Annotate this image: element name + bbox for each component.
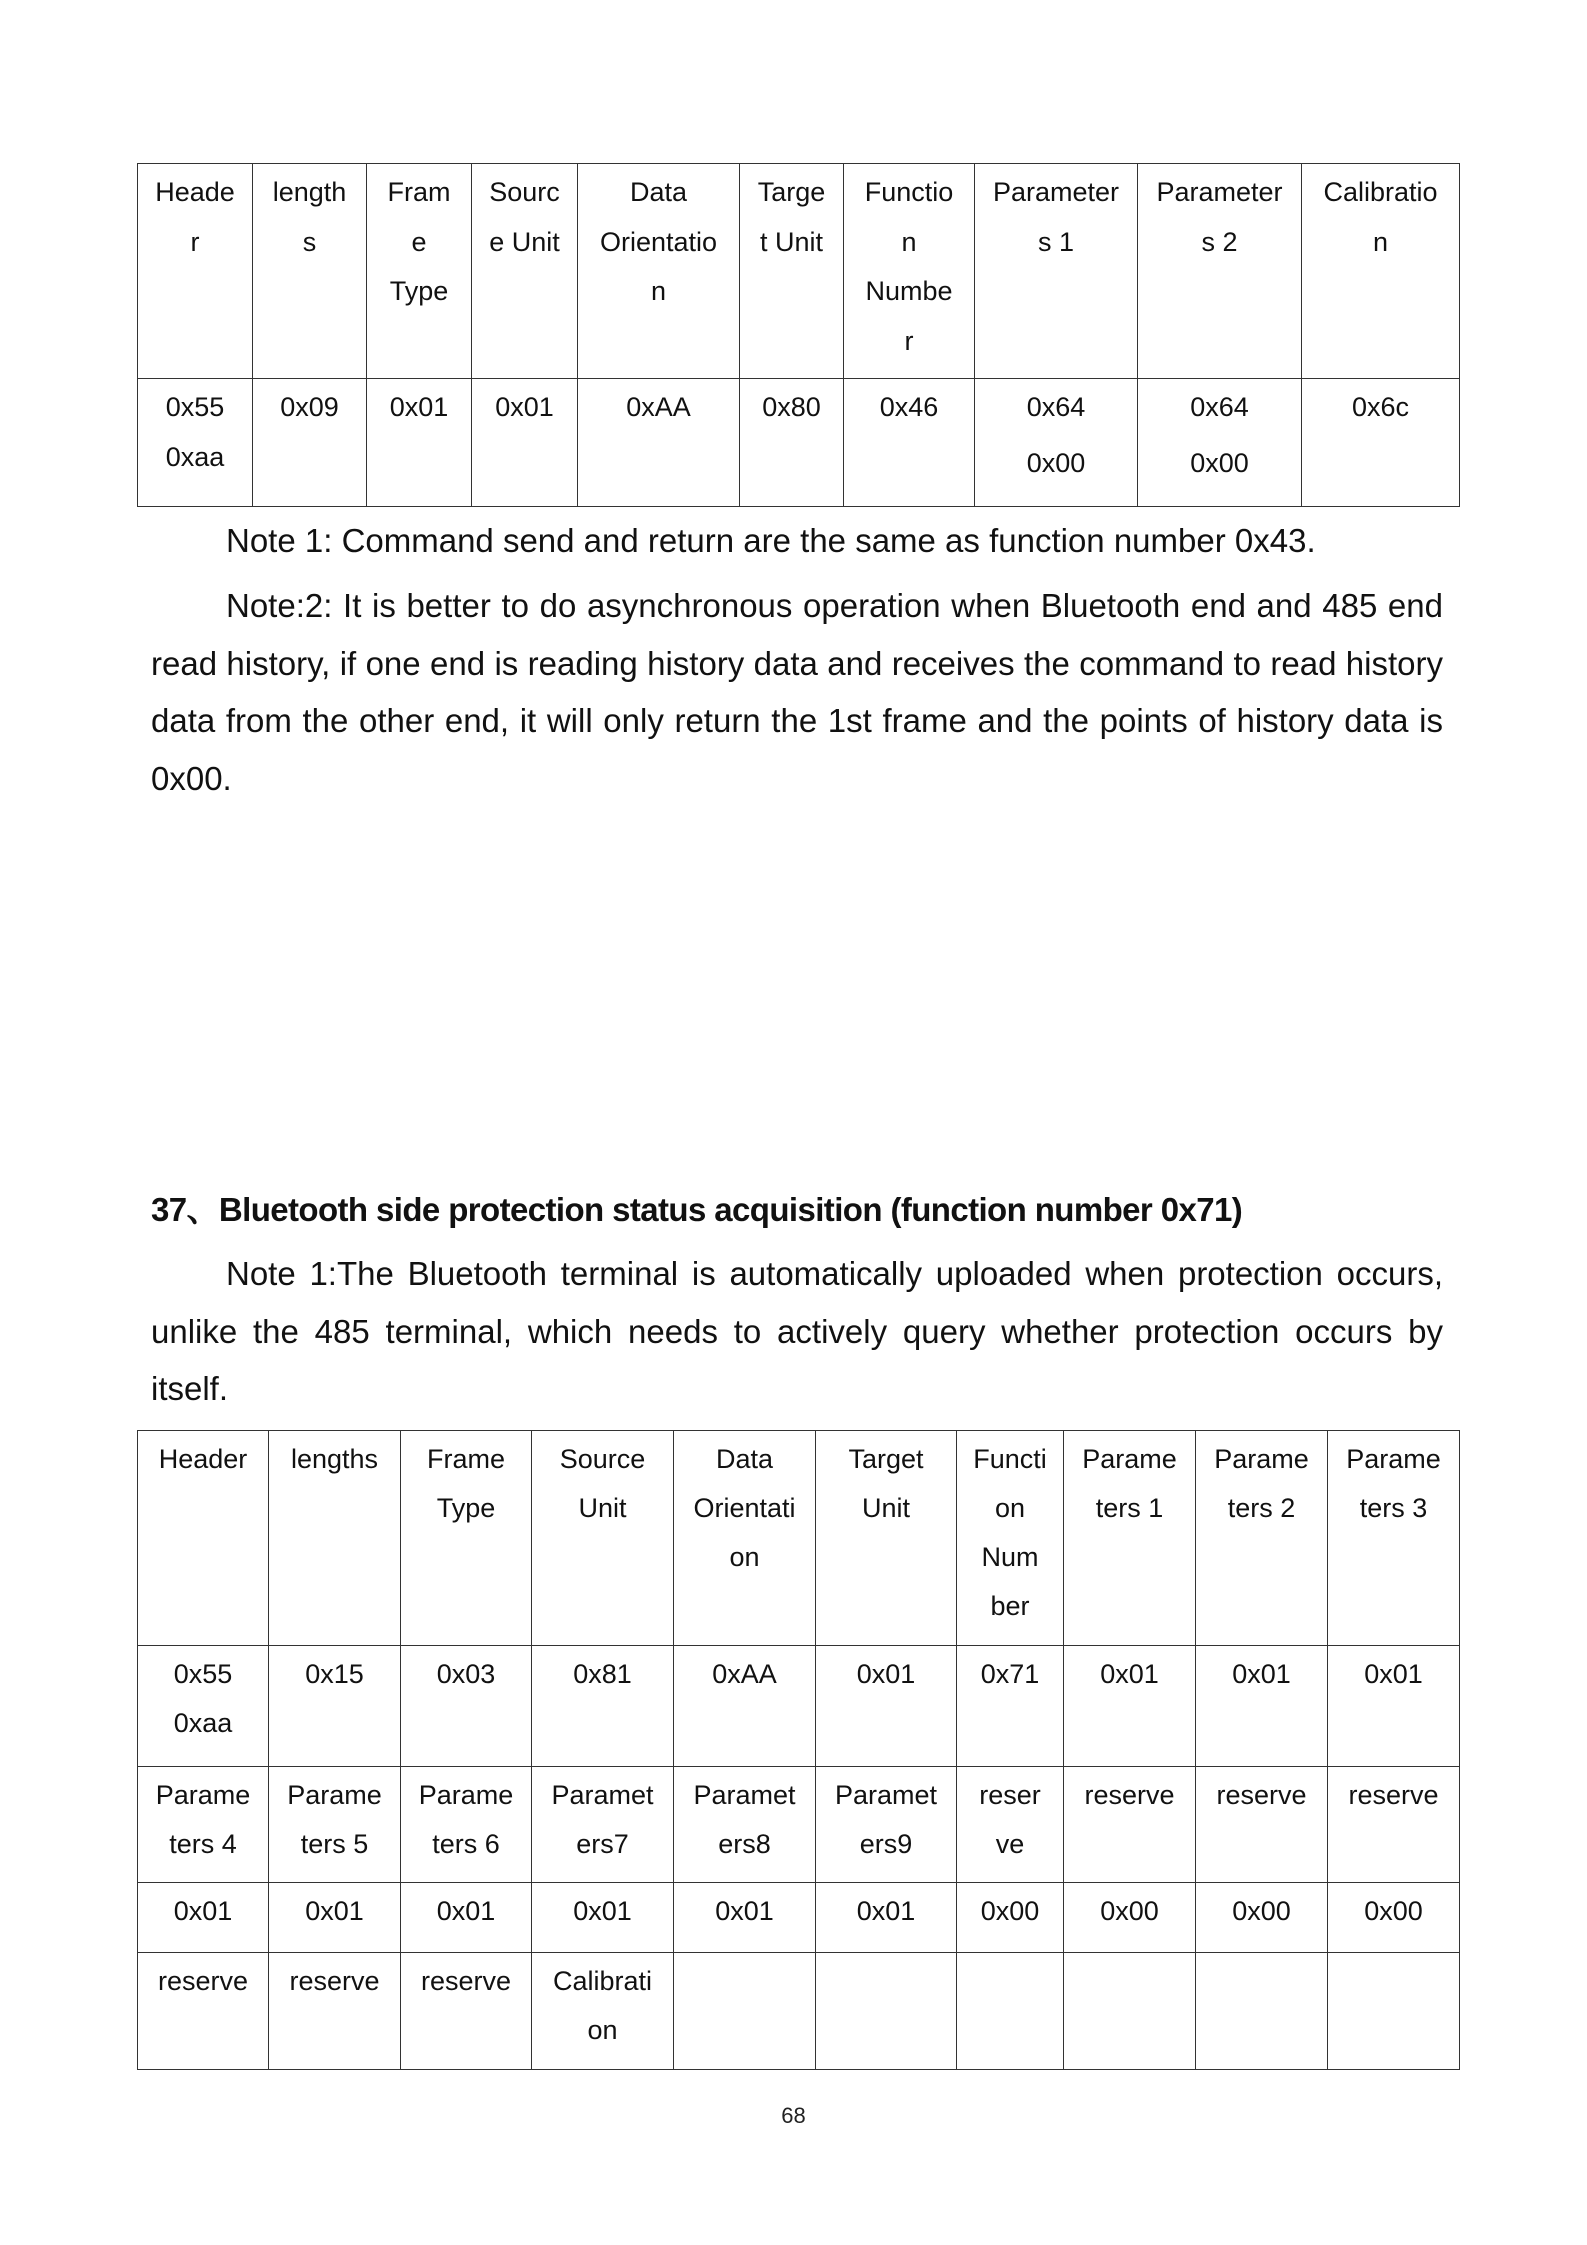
section-37-heading: 37、Bluetooth side protection status acquisition (function number 0x71) xyxy=(151,1191,1243,1228)
header-cell: Functio n Numbe r xyxy=(844,164,975,379)
value-cell: 0x01 xyxy=(532,1883,674,1953)
header-cell: reserve xyxy=(269,1953,401,2070)
value-cell: 0x55 0xaa xyxy=(138,379,253,507)
value-cell: 0x00 xyxy=(1328,1883,1460,1953)
empty-cell xyxy=(957,1953,1064,2070)
value-cell: 0x55 0xaa xyxy=(138,1646,269,1767)
table-row xyxy=(138,1646,1460,1767)
value-cell: 0x01 xyxy=(1328,1646,1460,1767)
empty-cell xyxy=(1196,1953,1328,2070)
header-cell: Heade r xyxy=(138,164,253,379)
value-cell: 0x01 xyxy=(269,1883,401,1953)
header-cell: Paramet ers8 xyxy=(674,1767,816,1883)
value-cell: 0x6c xyxy=(1302,379,1460,507)
empty-cell xyxy=(816,1953,957,2070)
header-cell: Paramet ers7 xyxy=(532,1767,674,1883)
value-cell: 0x15 xyxy=(269,1646,401,1767)
value-cell: 0x81 xyxy=(532,1646,674,1767)
empty-cell xyxy=(674,1953,816,2070)
header-cell: length s xyxy=(253,164,367,379)
section-37-note-1: Note 1:The Bluetooth terminal is automatically uploaded when protection occurs, unlike the 485 terminal, which needs to actively query whether protection occurs by itself. xyxy=(151,1255,1443,1407)
value-cell: 0x01 xyxy=(816,1646,957,1767)
page-number: 68 xyxy=(781,2103,806,2128)
empty-cell xyxy=(1328,1953,1460,2070)
note-2-async-history: Note:2: It is better to do asynchronous operation when Bluetooth end and 485 end read history, if one end is reading history data and receives the command to read history data from the other end, it will only return the 1st frame and the points of history data is 0x00. xyxy=(151,587,1443,797)
note-1-function-0x43: Note 1: Command send and return are the same as function number 0x43. xyxy=(226,522,1316,559)
value-cell: 0x46 xyxy=(844,379,975,507)
value-cell: 0xAA xyxy=(578,379,740,507)
header-cell: Fram e Type xyxy=(367,164,472,379)
header-cell: Parameter s 2 xyxy=(1138,164,1302,379)
value-cell: 0x64 0x00 xyxy=(975,379,1138,507)
header-cell: Target Unit xyxy=(816,1431,957,1646)
header-cell: reserve xyxy=(1196,1767,1328,1883)
header-cell: reserve xyxy=(401,1953,532,2070)
value-cell: 0x01 xyxy=(1064,1646,1196,1767)
header-cell: lengths xyxy=(269,1431,401,1646)
function-0x71-frame-table xyxy=(137,1430,1460,2070)
value-cell: 0x00 xyxy=(1196,1883,1328,1953)
value-cell: 0x00 xyxy=(1064,1883,1196,1953)
table-header-row xyxy=(138,1431,1460,1646)
header-cell: Calibrati on xyxy=(532,1953,674,2070)
header-cell: Frame Type xyxy=(401,1431,532,1646)
value-cell: 0x09 xyxy=(253,379,367,507)
value-cell: 0x64 0x00 xyxy=(1138,379,1302,507)
function-0x46-frame-table xyxy=(137,163,1460,507)
table-header-row xyxy=(138,164,1460,379)
table-header-row xyxy=(138,1767,1460,1883)
header-cell: Parame ters 3 xyxy=(1328,1431,1460,1646)
header-cell: Parame ters 4 xyxy=(138,1767,269,1883)
value-cell: 0x01 xyxy=(674,1883,816,1953)
header-cell: Paramet ers9 xyxy=(816,1767,957,1883)
value-cell: 0x00 xyxy=(957,1883,1064,1953)
header-cell: Parame ters 6 xyxy=(401,1767,532,1883)
header-cell: Data Orientati on xyxy=(674,1431,816,1646)
empty-cell xyxy=(1064,1953,1196,2070)
header-cell: Parame ters 2 xyxy=(1196,1431,1328,1646)
value-cell: 0x01 xyxy=(138,1883,269,1953)
value-cell: 0x01 xyxy=(367,379,472,507)
table-header-row xyxy=(138,1953,1460,2070)
header-cell: reserve xyxy=(1064,1767,1196,1883)
value-cell: 0x80 xyxy=(740,379,844,507)
value-cell: 0x01 xyxy=(1196,1646,1328,1767)
value-cell: 0x01 xyxy=(472,379,578,507)
table-row xyxy=(138,379,1460,507)
header-cell: Parame ters 5 xyxy=(269,1767,401,1883)
header-cell: Parame ters 1 xyxy=(1064,1431,1196,1646)
header-cell: Sourc e Unit xyxy=(472,164,578,379)
value-cell: 0x01 xyxy=(816,1883,957,1953)
value-cell: 0x01 xyxy=(401,1883,532,1953)
header-cell: reserve xyxy=(138,1953,269,2070)
header-cell: reserve xyxy=(1328,1767,1460,1883)
header-cell: reser ve xyxy=(957,1767,1064,1883)
header-cell: Targe t Unit xyxy=(740,164,844,379)
header-cell: Parameter s 1 xyxy=(975,164,1138,379)
header-cell: Functi on Num ber xyxy=(957,1431,1064,1646)
header-cell: Source Unit xyxy=(532,1431,674,1646)
value-cell: 0x71 xyxy=(957,1646,1064,1767)
header-cell: Header xyxy=(138,1431,269,1646)
header-cell: Calibratio n xyxy=(1302,164,1460,379)
value-cell: 0x03 xyxy=(401,1646,532,1767)
header-cell: Data Orientatio n xyxy=(578,164,740,379)
table-row xyxy=(138,1883,1460,1953)
value-cell: 0xAA xyxy=(674,1646,816,1767)
